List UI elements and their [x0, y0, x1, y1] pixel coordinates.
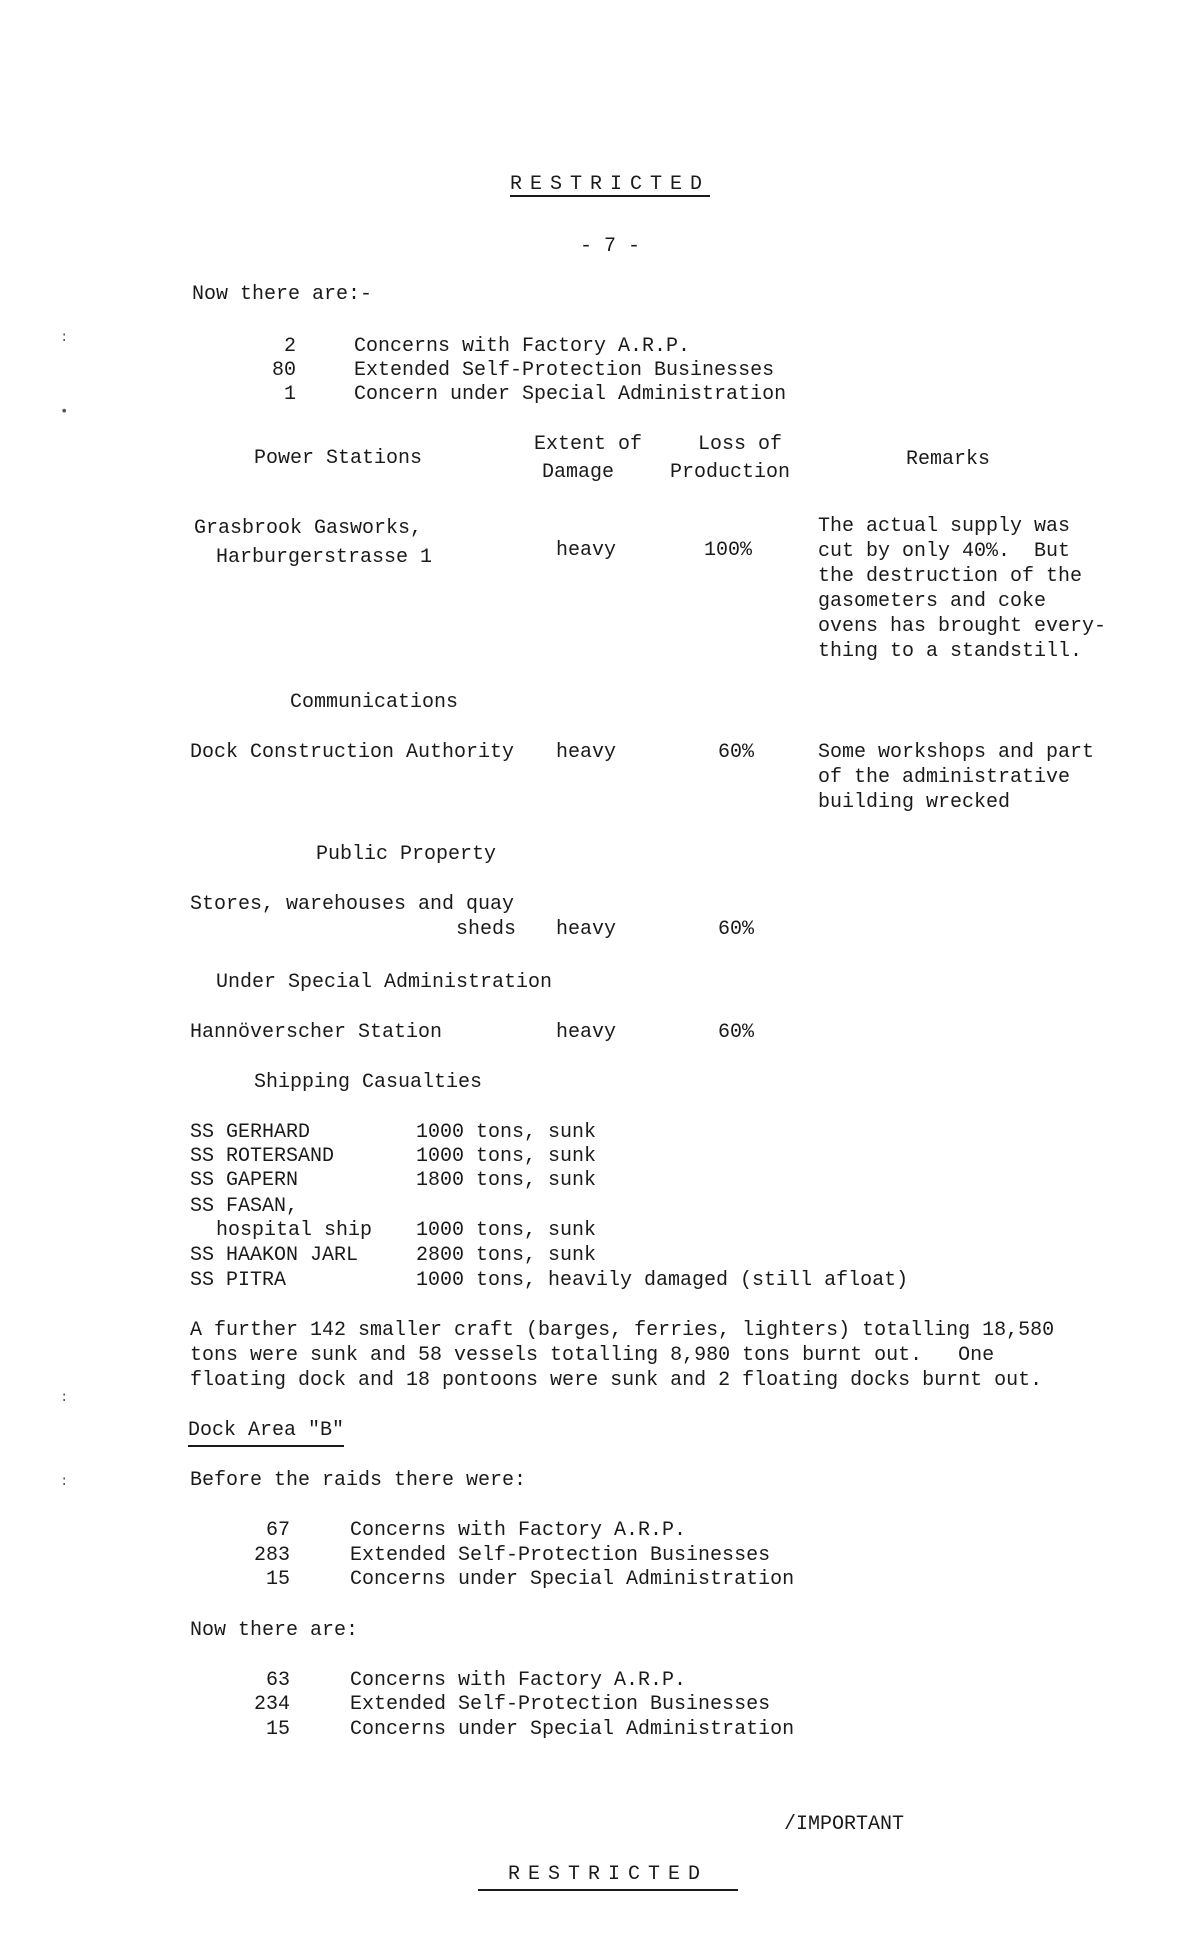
ship-name: SS GERHARD — [190, 1121, 311, 1144]
count-text: Extended Self-Protection Businesses — [354, 359, 775, 382]
count-text: Concerns under Special Administration — [350, 1568, 795, 1591]
col-header-loss-line2: Production — [669, 461, 791, 484]
count-text: Concerns with Factory A.R.P. — [354, 335, 691, 358]
row-extent: heavy — [556, 918, 617, 941]
count-text: Concerns under Special Administration — [350, 1718, 795, 1741]
dock-area-b-heading: Dock Area "B" — [188, 1418, 344, 1447]
summary-line: tons were sunk and 58 vessels totalling 8,980 tons burnt out. One — [190, 1344, 995, 1367]
row-remarks-line: thing to a standstill. — [818, 640, 1083, 663]
count-number: 80 — [271, 359, 296, 382]
row-remarks-line: the destruction of the — [818, 565, 1083, 588]
count-text: Extended Self-Protection Businesses — [350, 1693, 771, 1716]
count-number: 63 — [265, 1669, 290, 1692]
summary-line: floating dock and 18 pontoons were sunk and 2 floating docks burnt out. — [190, 1369, 1043, 1392]
count-text: Extended Self-Protection Businesses — [350, 1544, 771, 1567]
row-name-line1: Stores, warehouses and quay — [190, 893, 515, 916]
before-raids-label: Before the raids there were: — [190, 1469, 527, 1492]
scan-mark: : — [60, 330, 69, 346]
count-number: 283 — [253, 1544, 290, 1567]
row-remarks-line: Some workshops and part — [818, 741, 1095, 764]
ship-detail: 1000 tons, sunk — [416, 1219, 597, 1242]
row-remarks-line: building wrecked — [818, 791, 1011, 814]
ship-detail: 1000 tons, heavily damaged (still afloat) — [416, 1269, 909, 1292]
scan-mark: : — [60, 1390, 69, 1406]
count-number: 15 — [265, 1568, 290, 1591]
count-number: 234 — [253, 1693, 290, 1716]
now-there-are-label: Now there are: — [190, 1619, 359, 1642]
count-number: 1 — [283, 383, 296, 406]
scan-mark: : — [60, 1474, 69, 1490]
row-extent: heavy — [556, 1021, 617, 1044]
col-header-remarks: Remarks — [906, 448, 991, 471]
classification-footer: RESTRICTED — [478, 1862, 738, 1891]
col-header-power-stations: Power Stations — [254, 447, 423, 470]
ship-detail: 1000 tons, sunk — [416, 1121, 597, 1144]
ship-name: hospital ship — [216, 1219, 373, 1242]
count-number: 15 — [265, 1718, 290, 1741]
ship-detail: 1000 tons, sunk — [416, 1145, 597, 1168]
row-remarks-line: of the administrative — [818, 766, 1071, 789]
catchword: /IMPORTANT — [784, 1813, 905, 1836]
row-remarks-line: gasometers and coke — [818, 590, 1047, 613]
ship-name: SS ROTERSAND — [190, 1145, 335, 1168]
count-text: Concerns with Factory A.R.P. — [350, 1669, 687, 1692]
count-number: 67 — [265, 1519, 290, 1542]
col-header-extent-line2: Damage — [541, 461, 614, 484]
row-remarks-line: cut by only 40%. But — [818, 540, 1071, 563]
ship-detail: 1800 tons, sunk — [416, 1169, 597, 1192]
row-extent: heavy — [556, 741, 617, 764]
ship-name: SS FASAN, — [190, 1195, 299, 1218]
col-header-extent-line1: Extent of — [533, 433, 643, 456]
row-remarks-line: ovens has brought every- — [818, 615, 1107, 638]
row-name-line1: Grasbrook Gasworks, — [194, 517, 423, 540]
row-name-line2: Harburgerstrasse 1 — [216, 546, 433, 569]
intro-label: Now there are:- — [192, 283, 373, 306]
section-shipping-casualties: Shipping Casualties — [254, 1071, 483, 1094]
col-header-loss-line1: Loss of — [697, 433, 782, 456]
count-text: Concern under Special Administration — [354, 383, 787, 406]
scan-mark: • — [60, 404, 69, 420]
section-special-administration: Under Special Administration — [216, 971, 553, 994]
row-loss: 100% — [704, 539, 753, 562]
row-name: Hannöverscher Station — [190, 1021, 443, 1044]
row-name: Dock Construction Authority — [190, 741, 515, 764]
page-number: - 7 - — [579, 235, 640, 258]
ship-name: SS HAAKON JARL — [190, 1244, 359, 1267]
row-loss: 60% — [718, 741, 755, 764]
ship-name: SS PITRA — [190, 1269, 287, 1292]
summary-line: A further 142 smaller craft (barges, ferries, lighters) totalling 18,580 — [190, 1319, 1055, 1342]
section-communications: Communications — [290, 691, 459, 714]
ship-detail: 2800 tons, sunk — [416, 1244, 597, 1267]
row-extent: heavy — [556, 539, 617, 562]
row-remarks-line: The actual supply was — [818, 515, 1071, 538]
row-loss: 60% — [718, 1021, 755, 1044]
row-name-line2: sheds — [456, 918, 517, 941]
section-public-property: Public Property — [316, 843, 497, 866]
classification-header: RESTRICTED — [509, 173, 711, 196]
count-text: Concerns with Factory A.R.P. — [350, 1519, 687, 1542]
ship-name: SS GAPERN — [190, 1169, 299, 1192]
count-number: 2 — [283, 335, 296, 358]
row-loss: 60% — [718, 918, 755, 941]
